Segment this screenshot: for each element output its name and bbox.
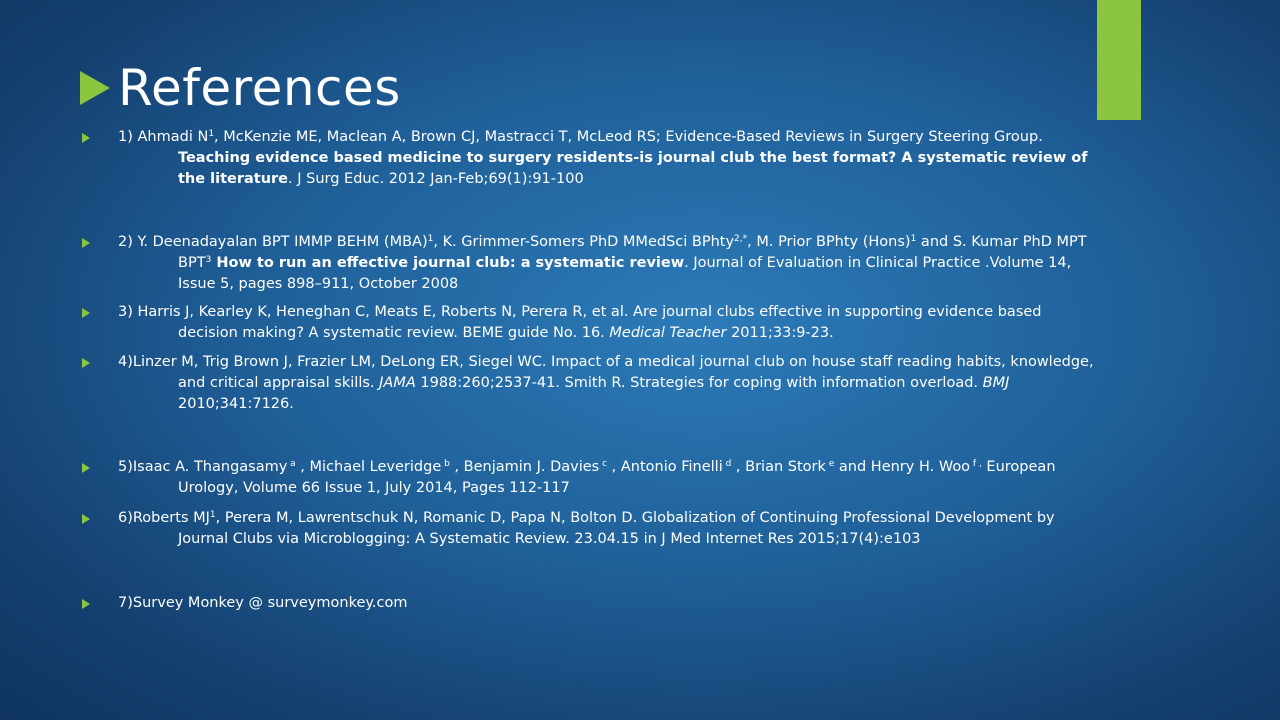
- reference-run: 2,*: [734, 234, 748, 244]
- reference-run: , Perera M, Lawrentschuk N, Romanic D, Papa N, Bolton D. Globalization of Continuing Professional Development by Journal Clubs via Microblogging: A Systematic Review. 23.04.15 in J Med Internet Res 2015;17(4):e103: [178, 510, 1055, 547]
- reference-item-3: [80, 302, 1105, 344]
- reference-run: 2011;33:9-23.: [726, 325, 834, 341]
- reference-run: a: [287, 459, 296, 469]
- reference-run: f ,: [970, 459, 982, 469]
- reference-text: [80, 593, 1105, 614]
- bullet-icon: [82, 358, 90, 368]
- slide-title-text: References: [118, 59, 401, 117]
- reference-run: and Henry H. Woo: [834, 459, 971, 475]
- accent-bar: [1097, 0, 1141, 120]
- reference-text: [80, 352, 1105, 415]
- reference-run: b: [441, 459, 450, 469]
- reference-run: 2010;341:7126.: [178, 396, 294, 412]
- reference-run: JAMA: [379, 375, 416, 391]
- bullet-icon: [82, 514, 90, 524]
- reference-run: 1: [209, 510, 216, 520]
- reference-run: BMJ: [982, 375, 1010, 391]
- reference-item-5: [80, 457, 1105, 499]
- reference-run: 1) Ahmadi N: [118, 129, 209, 145]
- reference-run: 4)Linzer M, Trig Brown J, Frazier LM, DeLong ER, Siegel WC. Impact of a medical journal club on house staff reading habits, knowledge, and critical appraisal skills.: [118, 354, 1094, 391]
- reference-item-7: [80, 593, 1105, 614]
- bullet-icon: [82, 133, 90, 143]
- bullet-icon: [82, 308, 90, 318]
- bullet-icon: [82, 463, 90, 473]
- reference-run: 1: [427, 234, 434, 244]
- reference-text: [80, 232, 1105, 295]
- reference-run: d: [722, 459, 732, 469]
- reference-text: [80, 508, 1105, 550]
- reference-run: European Urology, Volume 66 Issue 1, July 2014, Pages 112-117: [178, 459, 1056, 496]
- reference-run: , Benjamin J. Davies: [449, 459, 600, 475]
- reference-run: Teaching evidence based medicine to surgery residents-is journal club the best format? A systematic review of the literature: [178, 150, 1088, 187]
- reference-run: and S. Kumar PhD MPT BPT: [178, 234, 1087, 271]
- reference-run: , Brian Stork: [731, 459, 826, 475]
- reference-run: 2) Y. Deenadayalan BPT IMMP BEHM (MBA): [118, 234, 428, 250]
- reference-run: How to run an effective journal club: a systematic review: [211, 255, 685, 271]
- reference-run: 3) Harris J, Kearley K, Heneghan C, Meats E, Roberts N, Perera R, et al. Are journal clubs effective in supporting evidence based decision making? A systematic review. BEME guide No. 16.: [118, 304, 1042, 341]
- reference-run: , K. Grimmer-Somers PhD MMedSci BPhty: [433, 234, 735, 250]
- bullet-icon: [82, 599, 90, 609]
- reference-run: . Journal of Evaluation in Clinical Practice .Volume 14, Issue 5, pages 898–911, October 2008: [178, 255, 1072, 292]
- reference-text: [80, 302, 1105, 344]
- reference-text: [80, 457, 1105, 499]
- reference-run: , M. Prior BPhty (Hons): [747, 234, 911, 250]
- reference-run: e: [825, 459, 835, 469]
- title-bullet-icon: [80, 71, 110, 105]
- reference-item-1: [80, 127, 1105, 190]
- reference-text: [80, 127, 1105, 190]
- reference-run: 3: [205, 255, 212, 265]
- reference-run: , Michael Leveridge: [295, 459, 442, 475]
- reference-run: 1: [208, 129, 215, 139]
- reference-run: 7)Survey Monkey @ surveymonkey.com: [118, 595, 408, 611]
- bullet-icon: [82, 238, 90, 248]
- reference-run: 1: [910, 234, 917, 244]
- reference-run: , McKenzie ME, Maclean A, Brown CJ, Mastracci T, McLeod RS; Evidence-Based Reviews in Surgery Steering Group.: [214, 129, 1043, 145]
- reference-run: 5)Isaac A. Thangasamy: [118, 459, 288, 475]
- reference-item-6: [80, 508, 1105, 550]
- reference-run: 6)Roberts MJ: [118, 510, 210, 526]
- reference-item-2: [80, 232, 1105, 295]
- reference-run: . J Surg Educ. 2012 Jan-Feb;69(1):91-100: [288, 171, 584, 187]
- reference-run: 1988:260;2537-41. Smith R. Strategies for coping with information overload.: [415, 375, 983, 391]
- reference-item-4: [80, 352, 1105, 415]
- slide-title: [80, 58, 401, 118]
- reference-run: c: [599, 459, 608, 469]
- reference-run: Medical Teacher: [609, 325, 727, 341]
- reference-run: , Antonio Finelli: [607, 459, 723, 475]
